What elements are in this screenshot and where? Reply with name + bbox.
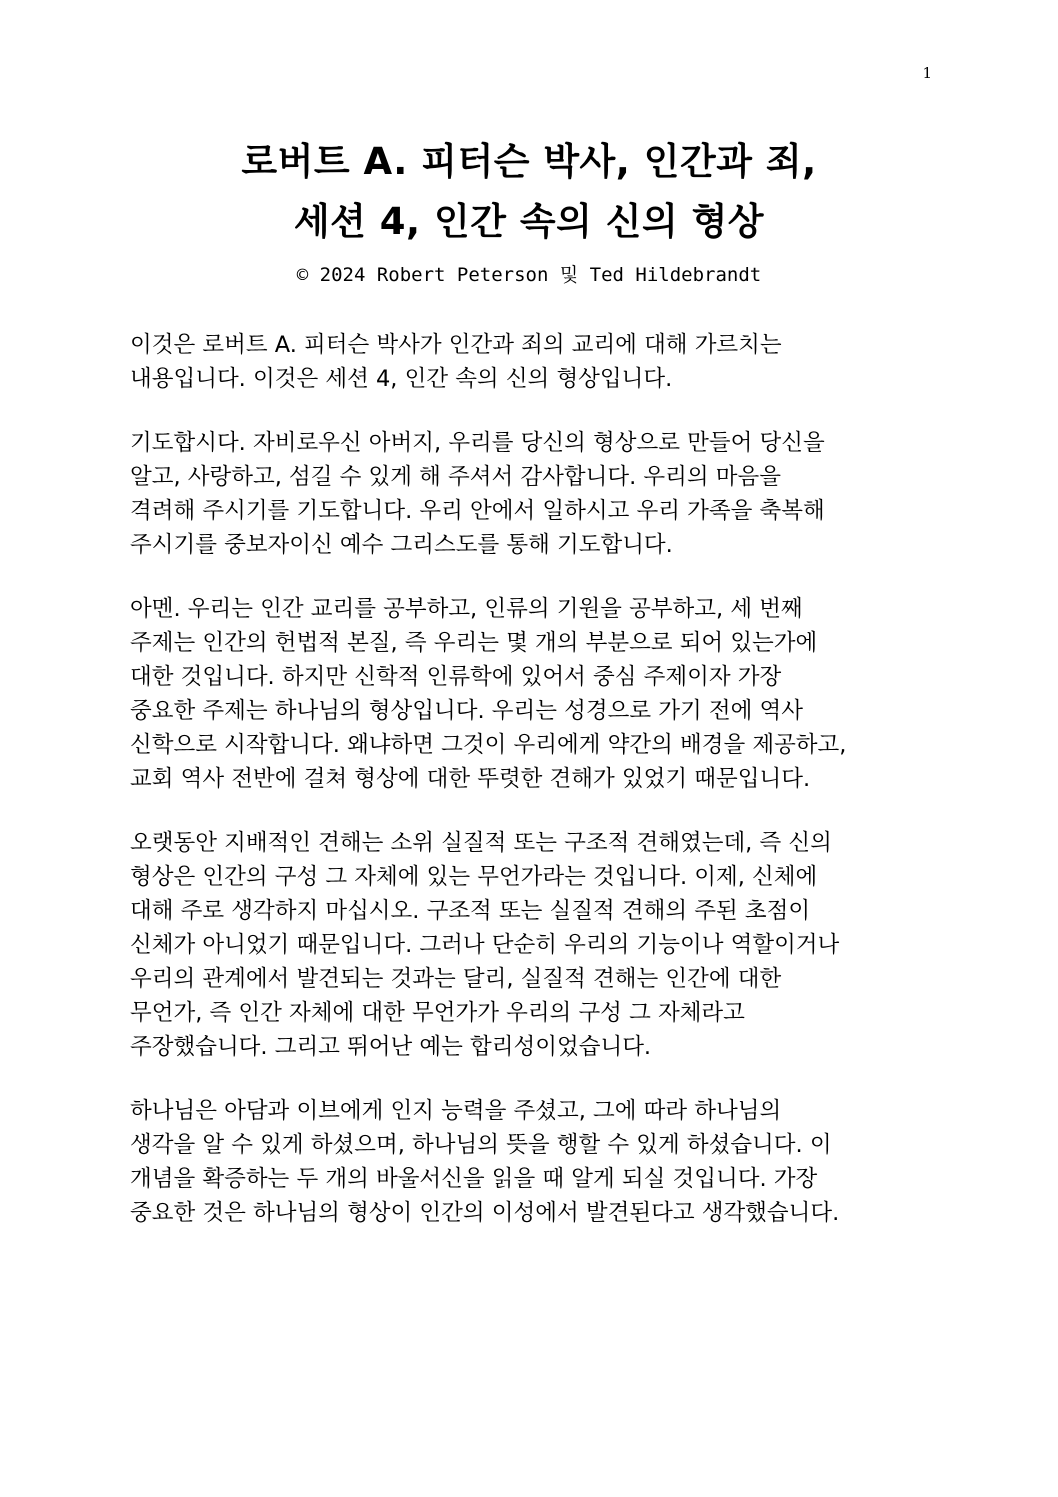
text-line: 오랫동안 지배적인 견해는 소위 실질적 또는 구조적 견해였는데, 즉 신의 (130, 830, 832, 856)
paragraph (130, 426, 930, 562)
text-line: 생각을 알 수 있게 하셨으며, 하나님의 뜻을 행할 수 있게 하셨습니다. 이 (130, 1132, 832, 1158)
paragraph (130, 592, 930, 796)
text-line: 개념을 확증하는 두 개의 바울서신을 읽을 때 알게 되실 것입니다. 가장 (130, 1166, 818, 1192)
text-line: 신학으로 시작합니다. 왜냐하면 그것이 우리에게 약간의 배경을 제공하고, (130, 732, 847, 758)
text-line: 주장했습니다. 그리고 뛰어난 예는 합리성이었습니다. (130, 1034, 652, 1060)
text-line: 형상은 인간의 구성 그 자체에 있는 무언가라는 것입니다. 이제, 신체에 (130, 864, 818, 890)
document-title-line-2: 세션 4, 인간 속의 신의 형상 (293, 200, 765, 243)
text-line: 대해 주로 생각하지 마십시오. 구조적 또는 실질적 견해의 주된 초점이 (130, 898, 811, 924)
text-line: 주제는 인간의 헌법적 본질, 즉 우리는 몇 개의 부분으로 되어 있는가에 (130, 630, 818, 656)
text-line: 중요한 주제는 하나님의 형상입니다. 우리는 성경으로 가기 전에 역사 (130, 698, 803, 724)
paragraph (130, 826, 930, 1064)
text-line: 대한 것입니다. 하지만 신학적 인류학에 있어서 중심 주제이자 가장 (130, 664, 782, 690)
text-line: 우리의 관계에서 발견되는 것과는 달리, 실질적 견해는 인간에 대한 (130, 966, 782, 992)
text-line: 알고, 사랑하고, 섬길 수 있게 해 주셔서 감사합니다. 우리의 마음을 (130, 464, 781, 490)
text-line: 하나님은 아담과 이브에게 인지 능력을 주셨고, 그에 따라 하나님의 (130, 1098, 782, 1124)
text-line: 내용입니다. 이것은 세션 4, 인간 속의 신의 형상입니다. (130, 366, 673, 392)
page-number: 1 (922, 64, 932, 82)
copyright-notice: © 2024 Robert Peterson 및 Ted Hildebrandt (296, 264, 762, 286)
text-line: 주시기를 중보자이신 예수 그리스도를 통해 기도합니다. (130, 532, 673, 558)
text-line: 기도합시다. 자비로우신 아버지, 우리를 당신의 형상으로 만들어 당신을 (130, 430, 825, 456)
title-block (0, 132, 1058, 290)
text-line: 이것은 로버트 A. 피터슨 박사가 인간과 죄의 교리에 대해 가르치는 (130, 332, 782, 358)
text-line: 중요한 것은 하나님의 형상이 인간의 이성에서 발견된다고 생각했습니다. (130, 1200, 840, 1226)
text-line: 무언가, 즉 인간 자체에 대한 무언가가 우리의 구성 그 자체라고 (130, 1000, 745, 1026)
text-line: 격려해 주시기를 기도합니다. 우리 안에서 일하시고 우리 가족을 축복해 (130, 498, 825, 524)
document-title-line-1: 로버트 A. 피터슨 박사, 인간과 죄, (241, 140, 817, 183)
text-line: 신체가 아니었기 때문입니다. 그러나 단순히 우리의 기능이나 역할이거나 (130, 932, 840, 958)
paragraph (130, 328, 930, 396)
text-line: 아멘. 우리는 인간 교리를 공부하고, 인류의 기원을 공부하고, 세 번째 (130, 596, 803, 622)
paragraph (130, 1094, 930, 1230)
document-body (130, 328, 930, 1260)
text-line: 교회 역사 전반에 걸쳐 형상에 대한 뚜렷한 견해가 있었기 때문입니다. (130, 766, 811, 792)
